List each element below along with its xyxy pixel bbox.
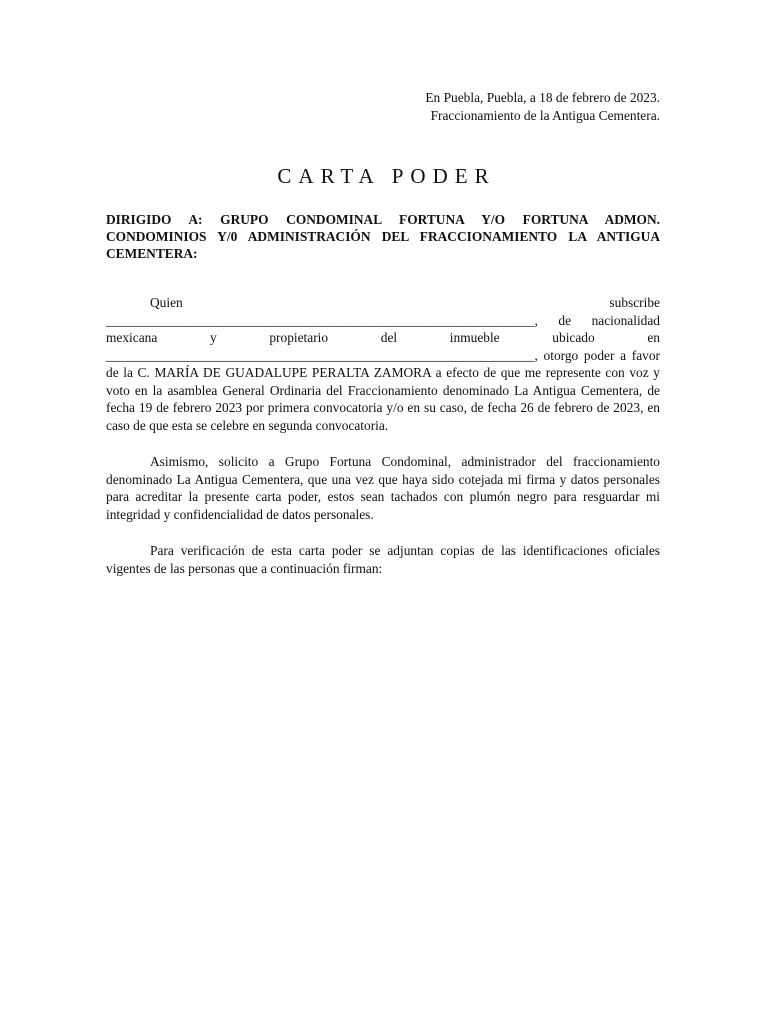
quien-text: Quien xyxy=(150,295,183,310)
document-header xyxy=(106,89,660,124)
document-page xyxy=(106,89,660,577)
grant-text: , otorgo poder a favor de la C. MARÍA DE GUADALUPE PERALTA ZAMORA a efecto de que me represente con voz y voto en la asamblea General Ordinaria del Fraccionamiento denominado La Antigua Cementera, de fecha 19 de febrero 2023 por primera convocatoria y/o en su caso, de fecha 26 de febrero de 2023, en caso de que esta se celebre en segunda convocatoria. xyxy=(106,347,660,433)
subscribe-text: subscribe xyxy=(609,295,660,310)
paragraph-grant-power xyxy=(106,294,660,434)
name-blank-line: ________________________________________________________________ xyxy=(106,312,535,328)
addressee: DIRIGIDO A: GRUPO CONDOMINAL FORTUNA Y/O FORTUNA ADMON. CONDOMINIOS Y/0 ADMINISTRACIÓN DEL FRACCIONAMIENTO LA ANTIGUA CEMENTERA: xyxy=(106,212,660,261)
place-date: En Puebla, Puebla, a 18 de febrero de 2023. xyxy=(425,90,660,105)
location-line: Fraccionamiento de la Antigua Cementera. xyxy=(430,107,660,123)
paragraph-request: Asimismo, solicito a Grupo Fortuna Condominal, administrador del fraccionamiento denominado La Antigua Cementera, que una vez que haya sido cotejada mi firma y datos personales para acreditar la presente carta poder, estos sean tachados con plumón negro para resguardar mi integridad y confidencialidad de datos personales. xyxy=(106,454,660,522)
document-title: CARTA PODER xyxy=(277,164,496,188)
paragraph-verification: Para verificación de esta carta poder se adjuntan copias de las identificaciones oficiales vigentes de las personas que a continuación firman: xyxy=(106,543,660,576)
nationality-text: , de nacionalidad mexicana y propietario del inmueble ubicado en xyxy=(106,312,660,345)
address-blank-line: ________________________________________________________________ xyxy=(106,347,535,363)
